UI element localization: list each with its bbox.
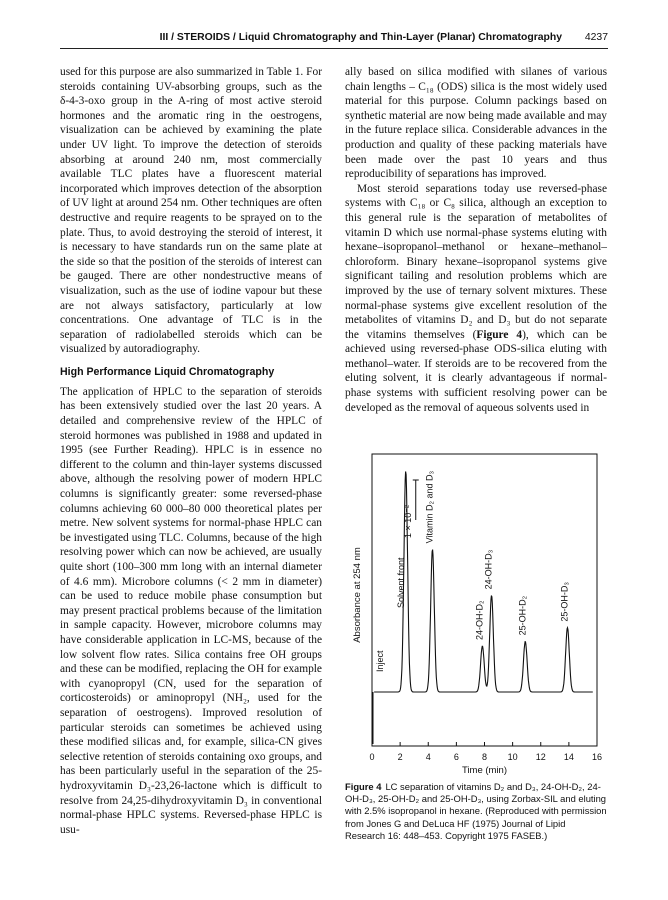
peak-label: 24-OH-D₃ (483, 549, 494, 590)
chromatogram-chart (345, 440, 607, 785)
peak-label: Solvent front (395, 557, 406, 608)
right-paragraph-1: ally based on silica modified with silanes of various chain lengths – C₁₈ (ODS) silica is the most widely used material for this purpose. Column packings based on synthetic material are now being made available and may in the future replace silica. Considerable advances in the production and quality of these packing materials have been made over the past 10 years and thus reproducibility of separations has improved. (345, 66, 607, 181)
x-tick-label: 16 (591, 752, 603, 762)
x-tick-label: 2 (397, 752, 403, 762)
scale-bar-label: 1 × 10⁻² (402, 504, 413, 538)
figure-4 (345, 440, 607, 785)
x-tick-label: 6 (453, 752, 459, 762)
x-tick-label: 10 (507, 752, 518, 762)
peak-label: 24-OH-D₂ (474, 600, 485, 640)
figure-caption (345, 781, 607, 842)
x-axis-label: Time (min) (461, 765, 508, 776)
y-axis-label: Absorbance at 254 nm (352, 547, 363, 643)
x-tick-label: 0 (369, 752, 375, 762)
peak-label: 25-OH-D₃ (559, 581, 570, 622)
right-paragraph-2 (345, 182, 607, 416)
running-title: III / STEROIDS / Liquid Chromatography and Thin-Layer (Planar) Chromatography (159, 32, 562, 43)
right-paragraph-2-end: ), which can be achieved using reversed-phase ODS-silica eluting with methanol–water. If steroids are to be recovered from the eluting solvent, it is clearly advantageous if normal-phase systems with sufficient resolving power can be developed as the removal of aqueous solvents used in (345, 328, 607, 414)
peak-label: 25-OH-D₂ (517, 595, 528, 636)
header-rule (60, 48, 608, 49)
left-paragraph-2: The application of HPLC to the separation of steroids has been extensively studied over the last 20 years. A detailed and comprehensive review of the HPLC of steroid hormones was published in 1988 and updated in 1995 (see Further Reading). HPLC is in essence no different to the column and thin-layer systems discussed above, although the resolving power of modern HPLC columns is significantly greater: some reversed-phase columns achieving 60 000–80 000 theoretical plates per metre. New solvent systems for normal-phase HPLC can be investigated using TLC. Columns, because of the high resolving power which can now be achieved, are usually quite short (100–300 mm long with an internal diameter of 4.6 mm). Microbore columns (< 2 mm in diameter) can be used to reduce mobile phase consumption but may present practical problems because of the limitation in sample capacity. However, microbore columns may have considerable application in LC-MS, because of the low solvent flow rates. Silica contains free OH groups and these can be modified, replacing the OH for example with cyanopropyl (CN, used for the separation of corticosteroids) or aminopropyl (NH₂, used for the separation of oestrogens). Improved resolution of particular steroids can sometimes be achieved using these modified silicas and, for example, silica-CN gives selective retention of steroids containing oxo groups, and has been particularly useful in the separation of the 25-hydroxyvitamin D₃-23,26-lactone which is difficult to resolve from 24,25-dihydroxyvitamin D₃ in conventional normal-phase HPLC systems. Reversed-phase HPLC is usu- (60, 385, 322, 836)
figure-caption-text: LC separation of vitamins D₂ and D₃, 24-OH-D₂, 24-OH-D₃, 25-OH-D₂ and 25-OH-D₃, using Zorbax-SIL and eluting with 2.5% isopropanol in hexane. (Reproduced with permission from Jones G and DeLuca HF (1975) Journal of Lipid Research 16: 448–453. Copyright 1975 FASEB.) (345, 781, 607, 841)
figure-caption-label: Figure 4 (345, 781, 382, 792)
figure-4-reference: Figure 4 (476, 328, 523, 341)
x-tick-label: 8 (481, 752, 488, 762)
right-paragraph-2-start: Most steroid separations today use reversed-phase systems with C₁₈ or C₈ silica, although an exception to this general rule is the separation of metabolites of vitamin D which use normal-phase systems eluting with hexane–isopropanol–methanol or hexane–methanol–chloroform. Binary hexane–isopropanol systems give significant tailing and resolution problems which are improved by the use of ternary solvent mixtures. These normal-phase systems give excellent resolution of the metabolites of vitamins D₂ and D₃ but do not separate the vitamins themselves ( (345, 182, 607, 341)
left-column (60, 65, 322, 837)
peak-label: Vitamin D₂ and D₃ (424, 470, 435, 544)
x-tick-label: 4 (425, 752, 431, 762)
x-tick-label: 14 (563, 752, 574, 762)
section-heading-hplc: High Performance Liquid Chromatography (60, 365, 275, 378)
peak-label: Inject (375, 650, 385, 672)
running-header (60, 30, 608, 48)
right-column (345, 65, 607, 415)
x-tick-label: 12 (535, 752, 546, 762)
page-number: 4237 (584, 32, 608, 43)
left-paragraph-1: used for this purpose are also summarized in Table 1. For steroids containing UV-absorbing groups, such as the δ-4-3-oxo group in the A-ring of most active steroid hormones and the aromatic ring in the oestrogens, visualization can be achieved by examining the plate under UV light. To improve the detection of steroids absorbing at around 240 nm, most commercially available TLC plates have a fluorescent material incorporated which improves detection of the absorption of UV light at around 254 nm. Other techniques are often destructive and require reagents to be sprayed on to the plate. Thus, to avoid destroying the steroid of interest, it is necessary to have standards run on the same plate at the side so that the position of the steroids of interest can be gauged. There are other nondestructive means of visualization, such as the use of iodine vapour but these are not always satisfactory, particularly at low concentrations. One advantage of TLC is in the separation of radiolabelled steroids which can be visualized by autoradiography. (60, 66, 322, 356)
